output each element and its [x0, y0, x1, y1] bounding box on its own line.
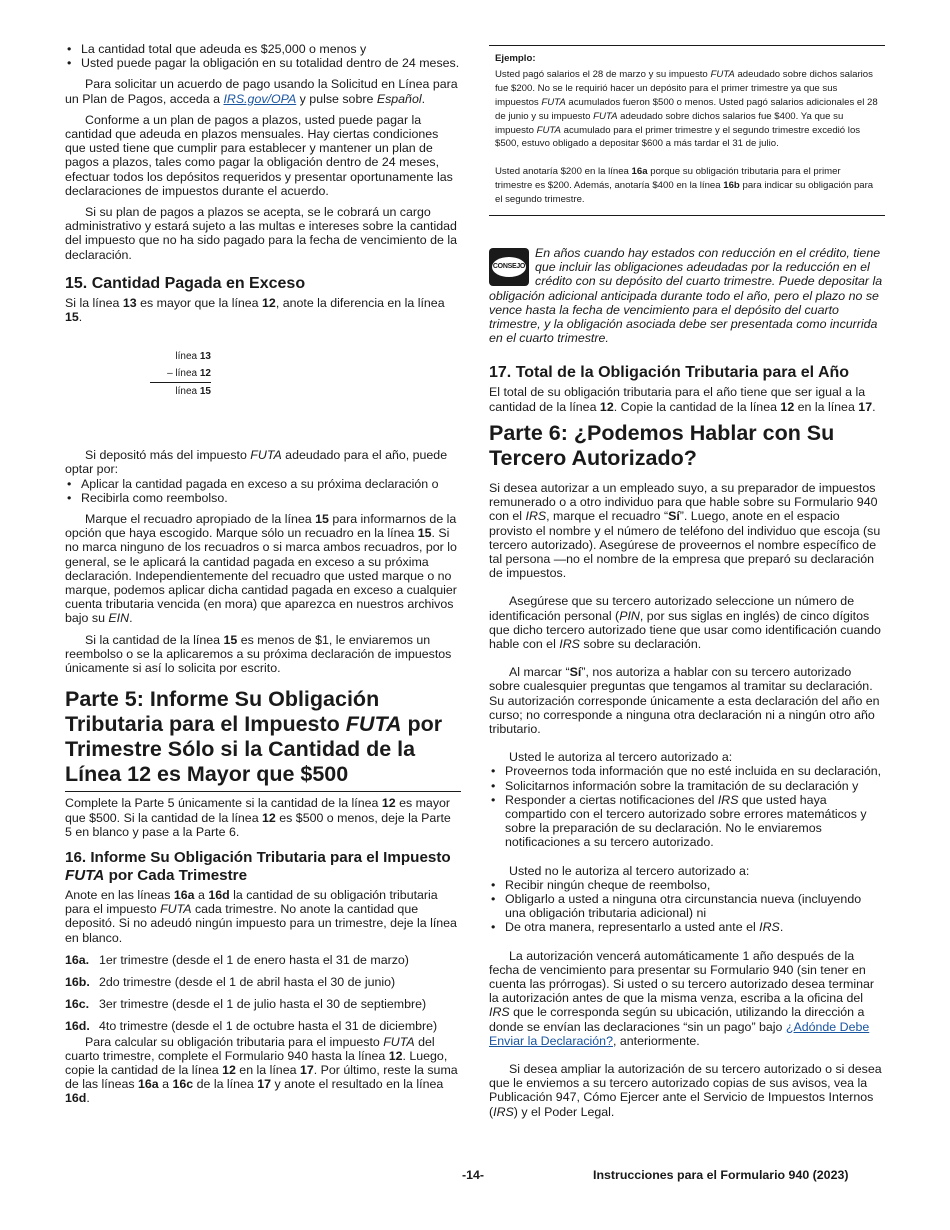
example-title: Ejemplo: [495, 53, 536, 64]
paragraph-calcular: Para calcular su obligación tributaria para el impuesto FUTA del cuarto trimestre, complete el Formulario 940 hasta la línea 12. Luego, copie la cantidad de la línea 12 en la línea 17. Por último, reste la suma de las líneas 16a a 16c de la línea 17 y anote el resultado en la línea 16d. [65, 1034, 458, 1106]
heading-16: 16. Informe Su Obligación Tributaria para el Impuesto FUTA por Cada Trimestre [65, 848, 451, 884]
example-paragraph-1: Usted pagó salarios el 28 de marzo y su impuesto FUTA adeudado sobre dichos salarios fue $200. No se le requirió hacer un depósito para el primer trimestre ya que sus impuestos FUTA acumulados fueron $500 o menos. Usted pagó salarios adicionales el 28 de junio y su impuesto FUTA adeudado sobre dichos salarios fue $400. Ya que su impuesto FUTA acumulado para el primer trimestre y el segundo trimestre excedió los $500, estuvo obligado a depositar $600 a más tardar el 31 de julio. [495, 68, 878, 150]
calc-row-12: – línea 12 [167, 368, 211, 380]
bullet-item: • Responder a ciertas notificaciones del IRS que usted haya compartido con el tercero autorizado sobre errores matemáticos y sobre la preparación de su declaración. No le enviaremos notificaciones a su tercero autorizado. [489, 793, 885, 850]
quarter-line-16c: 16c. 3er trimestre (desde el 1 de julio hasta el 30 de septiembre) [65, 997, 427, 1012]
right-column [489, 42, 885, 1126]
bullet-item: • Usted puede pagar la obligación en su totalidad dentro de 24 meses. [65, 56, 461, 70]
bullet-item: • De otra manera, representarlo a usted ante el IRS. [489, 920, 885, 934]
page-number: -14- [462, 1168, 485, 1182]
paragraph-si-su-plan: Si su plan de pagos a plazos se acepta, se le cobrará un cargo administrativo y estará sujeto a las multas e intereses sobre la cantidad del impuesto que no ha sido pagado para la fecha de vencimiento de la declaración. [65, 205, 457, 262]
heading-17: 17. Total de la Obligación Tributaria para el Año [489, 364, 850, 382]
tip-text: En años cuando hay estados con reducción en el crédito, tiene que incluir las obligaciones adeudadas por la reducción en el crédito con su depósito del cuarto trimestre. Puede depositar la obligación adicional anticipada durante todo el año, pero el plazo no se vence hasta la fecha de vencimiento para el depósito del cuarto trimestre, y la obligación asociada debe ser presentada como incurrida en el cuarto trimestre. [489, 246, 883, 346]
left-column [65, 42, 461, 1113]
quarter-line-16d: 16d. 4to trimestre (desde el 1 de octubre hasta el 31 de diciembre) [65, 1019, 438, 1034]
bullet-item: • Solicitarnos información sobre la tramitación de su declaración y [489, 779, 885, 793]
quarter-line-16a: 16a. 1er trimestre (desde el 1 de enero hasta el 31 de marzo) [65, 952, 409, 967]
adonde-enviar-link[interactable]: ¿Adónde Debe Enviar la Declaración? [489, 1019, 870, 1048]
paragraph-solicitar: Para solicitar un acuerdo de pago usando la Solicitud en Línea para un Plan de Pagos, acceda a IRS.gov/OPA y pulse sobre Español. [65, 77, 458, 106]
consejo-icon: CONSEJO [489, 248, 529, 286]
paragraph-deposito: Si depositó más del impuesto FUTA adeudado para el año, puede optar por: [65, 448, 448, 477]
paragraph-p6-6: La autorización vencerá automáticamente 1 año después de la fecha de vencimiento para presentar su Formulario 940 (sin tener en cuenta las prórrogas). Si usted o su tercero autorizado desea terminar la autorización antes de que la misma venza, escriba a la oficina del IRS que le corresponda según su ubicación, utilizando la dirección a donde se envían las declaraciones “sin un pago” bajo ¿Adónde Debe Enviar la Declaración?, anteriormente. [489, 948, 874, 1048]
paragraph-p6-5: Usted no le autoriza al tercero autorizado a: [509, 863, 750, 878]
irs-opa-link[interactable]: IRS.gov/OPA [223, 91, 297, 106]
paragraph-17: El total de su obligación tributaria para el año tiene que ser igual a la cantidad de la línea 12. Copie la cantidad de la línea 12 en la línea 17. [489, 385, 876, 414]
paragraph-16: Anote en las líneas 16a a 16d la cantidad de su obligación tributaria para el impuesto FUTA cada trimestre. No anote la cantidad que depositó. Si no adeudó ningún impuesto para un trimestre, deje la línea en blanco. [65, 887, 457, 945]
paragraph-complete: Complete la Parte 5 únicamente si la cantidad de la línea 12 es mayor que $500. Si la cantidad de la línea 12 es $500 o menos, deje la Parte 5 en blanco y pase a la Parte 6. [65, 796, 451, 839]
footer-title: Instrucciones para el Formulario 940 (2023) [593, 1168, 849, 1182]
calc-row-15: línea 15 [150, 382, 211, 400]
bullet-item: • Aplicar la cantidad pagada en exceso a su próxima declaración o [65, 477, 461, 491]
heading-parte-6: Parte 6: ¿Podemos Hablar con Su Tercero Autorizado? [489, 420, 835, 470]
example-box [489, 45, 885, 216]
tip-block [489, 246, 885, 345]
bullet-item: • Recibir ningún cheque de reembolso, [489, 878, 885, 892]
paragraph-si-cantidad: Si la cantidad de la línea 15 es menos de $1, le enviaremos un reembolso o se la aplicaremos a su próxima declaración de impuestos únicamente si así lo solicita por escrito. [65, 632, 452, 676]
bullet-item: • Obligarlo a usted a ninguna otra circunstancia nueva (incluyendo una obligación tributaria adicional) ni [489, 892, 885, 920]
bullet-item: • Recibirla como reembolso. [65, 491, 461, 505]
heading-15: 15. Cantidad Pagada en Exceso [65, 274, 306, 292]
paragraph-p6-2: Asegúrese que su tercero autorizado seleccione un número de identificación personal (PIN, por sus siglas en inglés) de cinco dígitos que dicho tercero autorizado tiene que usar como identificación cuando hable con el IRS sobre su declaración. [489, 594, 881, 651]
paragraph-p6-3: Al marcar “Sí”, nos autoriza a hablar con su tercero autorizado sobre cualesquier preguntas que tengamos al tramitar su declaración. Su autorización corresponde únicamente a esta declaración del año en curso; no corresponde a ninguna otra declaración ni a ningún otro año tributario. [489, 665, 880, 736]
example-paragraph-2: Usted anotaría $200 en la línea 16a porque su obligación tributaria para el primer trimestre es $200. Además, anotaría $400 en la línea 16b para indicar su obligación para el segundo trimestre. [495, 166, 874, 206]
calc-block [150, 348, 211, 400]
paragraph-marque: Marque el recuadro apropiado de la línea 15 para informarnos de la opción que haya escogido. Marque sólo un recuadro en la línea 15. Si no marca ninguno de los recuadros o si marca ambos recuadros, por lo general, se le aplicará la cantidad pagada en exceso a su próxima declaración. Independientemente del recuadro que usted marque o no marque, podemos aplicar dicha cantidad pagada en exceso a cualquier cuenta tributaria vencida (en mora) que aparezca en nuestros archivos bajo su EIN. [65, 512, 457, 626]
paragraph-p6-7: Si desea ampliar la autorización de su tercero autorizado o si desea que le enviemos a su tercero autorizado copias de sus avisos, vea la Publicación 947, Cómo Ejercer ante el Servicio de Impuestos Internos (IRS) y el Poder Legal. [489, 1062, 882, 1119]
calc-row-13: línea 13 [175, 351, 211, 363]
heading-parte-5: Parte 5: Informe Su Obligación Tributaria para el Impuesto FUTA por Trimestre Sólo si la Cantidad de la Línea 12 es Mayor que $500 [65, 687, 461, 792]
bullet-item: • La cantidad total que adeuda es $25,000 o menos y [65, 42, 461, 56]
paragraph-p6-1: Si desea autorizar a un empleado suyo, a su preparador de impuestos remunerado o a otro individuo para que hable sobre su Formulario 940 con el IRS, marque el recuadro “Sí”. Luego, anote en el espacio provisto el nombre y el número de teléfono del individuo que escoja (su tercero autorizado). Asegúrese de proveernos el nombre específico de tal persona —no el nombre de la empresa que preparó su declaración de impuestos. [489, 480, 881, 581]
bullet-item: • Proveernos toda información que no esté incluida en su declaración, [489, 764, 885, 778]
paragraph-15: Si la línea 13 es mayor que la línea 12, anote la diferencia en la línea 15. [65, 295, 445, 325]
quarter-line-16b: 16b. 2do trimestre (desde el 1 de abril hasta el 30 de junio) [65, 974, 396, 989]
paragraph-conforme: Conforme a un plan de pagos a plazos, usted puede pagar la cantidad que adeuda en plazos mensuales. Hay ciertas condiciones que usted tiene que cumplir para establecer y mantener un plan de pagos a plazos, tales como pagar la obligación dentro de 24 meses, efectuar todos los depósitos requeridos y presentar oportunamente las declaraciones de impuestos durante el acuerdo. [65, 112, 453, 198]
paragraph-p6-4: Usted le autoriza al tercero autorizado a: [509, 750, 733, 765]
